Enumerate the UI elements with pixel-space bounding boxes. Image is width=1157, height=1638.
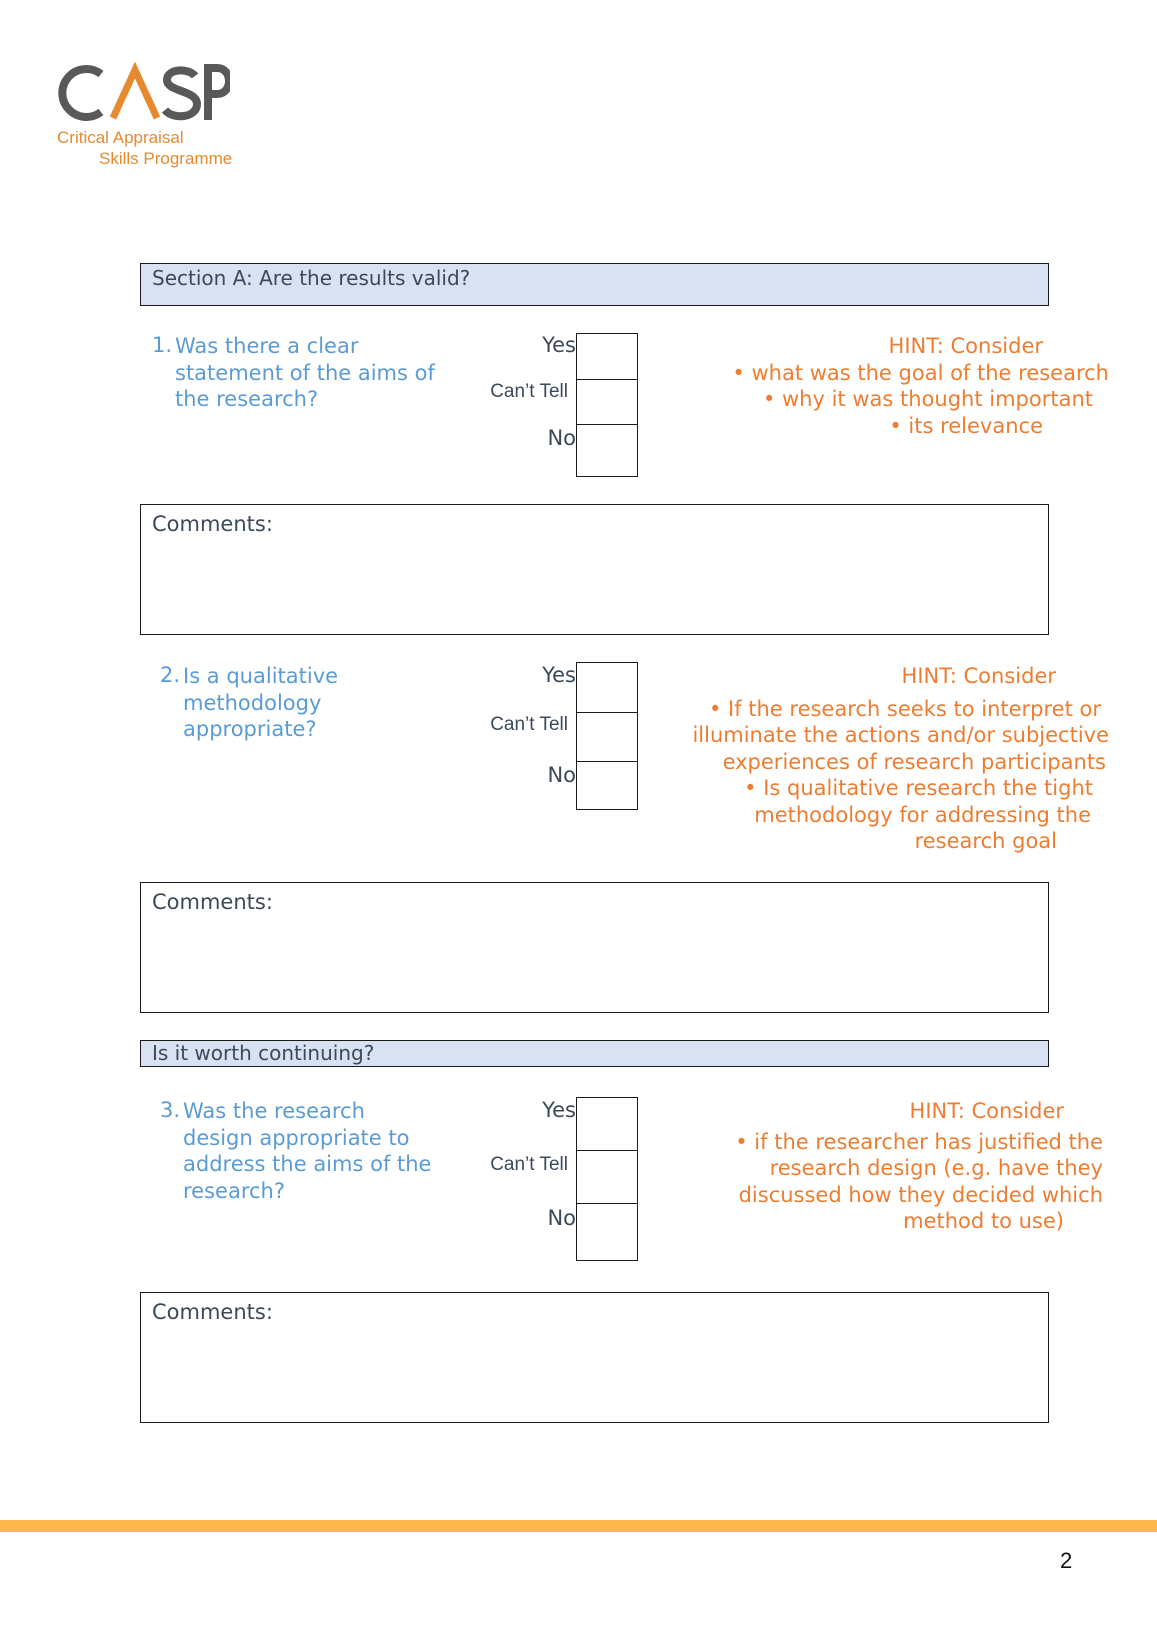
hint-title: HINT: Consider [901, 664, 1056, 688]
question-3-number: 3. [159, 1098, 180, 1122]
q2-cant-tell-checkbox[interactable] [577, 713, 637, 762]
hint-line: • its relevance [889, 413, 1043, 438]
casp-wordmark-graphic [55, 62, 230, 124]
q2-option-no: No [547, 763, 576, 787]
question-3-comments-box[interactable] [140, 1292, 1049, 1423]
section-a-header [140, 263, 1049, 306]
question-2-line: Is a qualitative [183, 664, 339, 688]
hint-title: HINT: Consider [909, 1099, 1064, 1123]
logo-line-2: Skills Programme [99, 149, 233, 168]
hint-line: • If the research seeks to interpret or [708, 696, 1101, 721]
question-2-text [183, 663, 473, 743]
hint-line: research goal [914, 829, 1057, 853]
question-3-line: address the aims of the [183, 1152, 432, 1176]
q1-option-no: No [547, 426, 576, 450]
q1-answer-boxes [576, 333, 638, 477]
hint-line: method to use) [903, 1209, 1064, 1233]
footer-rule [0, 1520, 1157, 1532]
question-2-line: appropriate? [183, 717, 317, 741]
hint-line: research design (e.g. have they [769, 1156, 1103, 1180]
q2-no-checkbox[interactable] [577, 762, 637, 808]
q3-option-cant-tell: Can’t Tell [490, 1154, 568, 1175]
comments-label: Comments: [152, 890, 273, 914]
question-2-line: methodology [183, 690, 322, 715]
question-1-number: 1. [151, 333, 172, 357]
continue-header [140, 1040, 1049, 1067]
comments-label: Comments: [152, 512, 273, 536]
hint-line: • why it was thought important [762, 387, 1093, 411]
q1-option-cant-tell: Can’t Tell [490, 381, 568, 402]
question-2-comments-box[interactable] [140, 882, 1049, 1013]
q3-yes-checkbox[interactable] [577, 1098, 637, 1151]
q2-yes-checkbox[interactable] [577, 663, 637, 713]
q2-option-cant-tell: Can’t Tell [490, 714, 568, 735]
q3-option-yes: Yes [542, 1098, 576, 1122]
question-3-hint [735, 1098, 1109, 1235]
question-1-hint [732, 333, 1109, 439]
hint-line: illuminate the actions and/or subjective [692, 723, 1109, 747]
q1-no-checkbox[interactable] [577, 425, 637, 475]
hint-title: HINT: Consider [888, 334, 1043, 358]
q3-no-checkbox[interactable] [577, 1204, 637, 1259]
question-2-hint [692, 663, 1109, 855]
hint-line: • Is qualitative research the tight [744, 776, 1093, 800]
question-3-text [183, 1098, 473, 1204]
logo-line-1: Critical Appraisal [57, 128, 184, 147]
continue-title: Is it worth continuing? [152, 1041, 375, 1065]
q3-answer-boxes [576, 1097, 638, 1261]
q2-answer-boxes [576, 662, 638, 810]
question-1-comments-box[interactable] [140, 504, 1049, 635]
q3-cant-tell-checkbox[interactable] [577, 1151, 637, 1204]
q1-yes-checkbox[interactable] [577, 334, 637, 380]
section-a-title: Section A: Are the results valid? [152, 266, 471, 290]
question-1-line: statement of the aims of [175, 360, 435, 385]
question-1-line: Was there a clear [175, 334, 359, 358]
hint-line: methodology for addressing the [754, 802, 1091, 827]
hint-line: discussed how they decided which [738, 1182, 1103, 1207]
hint-line: experiences of research participants [722, 749, 1106, 774]
question-3-line: Was the research [183, 1099, 365, 1123]
comments-label: Comments: [152, 1300, 273, 1324]
question-3-line: design appropriate to [183, 1125, 410, 1150]
q2-option-yes: Yes [542, 663, 576, 687]
q3-option-no: No [547, 1206, 576, 1230]
q1-cant-tell-checkbox[interactable] [577, 380, 637, 425]
hint-line: • what was the goal of the research [732, 360, 1109, 385]
question-3-line: research? [183, 1178, 285, 1203]
question-1-text [175, 333, 475, 413]
question-1-line: the research? [175, 387, 319, 411]
page-number: 2 [1060, 1548, 1073, 1573]
casp-logo [55, 62, 255, 172]
question-2-number: 2. [159, 663, 180, 687]
q1-option-yes: Yes [542, 333, 576, 357]
hint-line: • if the researcher has justified the [735, 1129, 1103, 1154]
